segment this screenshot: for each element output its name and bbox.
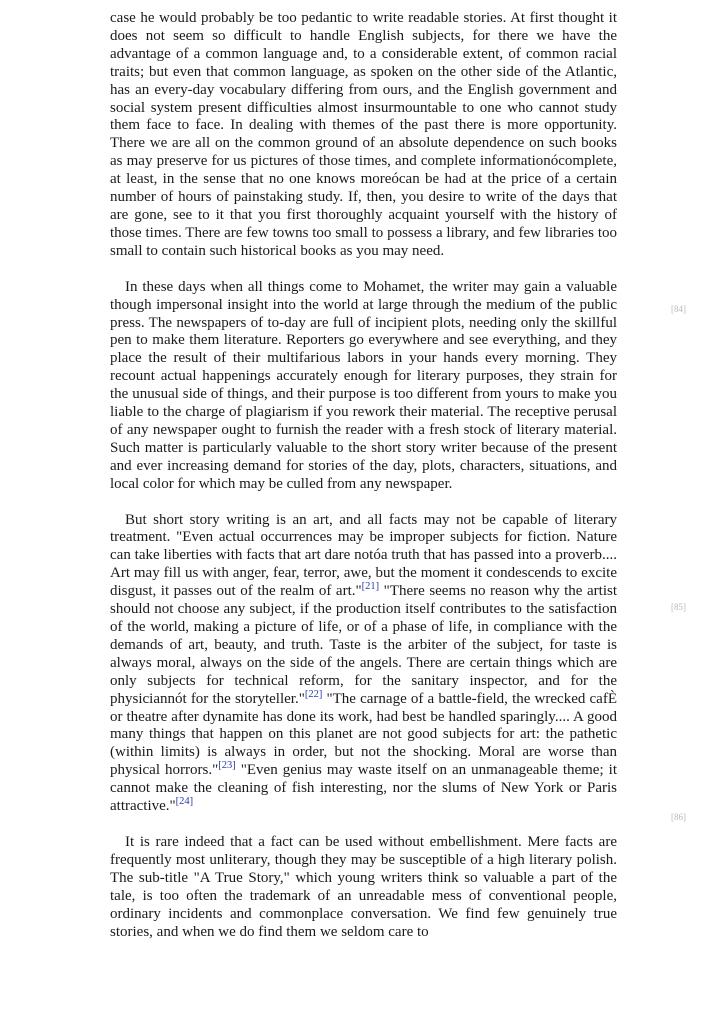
paragraph-1 (110, 10, 617, 261)
paragraph-text: In these days when all things come to Mohamet, the writer may gain a valuable though impersonal insight into the world at large through the medium of the public press. The newspapers of to-day are full of incipient plots, needing only the skillful pen to make them literature. Reporters go everywhere and see everything, and they place the result of their multifarious labors in your hands every morning. They recount actual happenings accurately enough for literary purposes, they strain for the unusual side of things, and their purpose is too different from yours to make you liable to the charge of plagiarism if you rework their material. The receptive perusal of any newspaper ought to furnish the reader with a fresh stock of literary material. Such matter is particularly valuable to the short story writer because of the present and ever increasing demand for stories of the day, plots, characters, situations, and local color for which may be culled from any newspaper. (110, 278, 617, 492)
footnote-link-23[interactable]: [23] (218, 760, 236, 772)
paragraph-text: But short story writing is an art, and all facts may not be capable of literary treatment. "Even actual occurrences may be improper subjects for fiction. Nature can take liberties with facts that art dare notóa truth that has passed into a proverb.... Art may fill us with anger, fear, terror, awe, but the moment it condescends to excite disgust, it passes out of the realm of art." (110, 511, 617, 600)
paragraph-text: It is rare indeed that a fact can be used without embellishment. Mere facts are frequently most unliterary, though they may be susceptible of a high literary polish. The sub-title "A True Story," which young writers think so valuable a part of the tale, is too often the trademark of an unreadable mess of conventional people, ordinary incidents and commonplace conversation. We find few genuinely true stories, and when we do find them we seldom care to (110, 833, 617, 940)
page-number-84: [84] (671, 304, 686, 314)
document-page (110, 10, 617, 959)
paragraph-text: "There seems no reason why the artist should not choose any subject, if the production itself contributes to the satisfaction of the world, making a picture of life, or of a phase of life, in compliance with the demands of art, beauty, and truth. Taste is the arbiter of the subject, for taste is always moral, always on the side of the angels. There are certain things which are only subjects for technical reform, for the sanitary inspector, and for the physiciannót for the storyteller." (110, 583, 617, 707)
paragraph-text: case he would probably be too pedantic to write readable stories. At first thought it does not seem so difficult to handle English subjects, for there we have the advantage of a common language and, to a considerable extent, of common racial traits; but even that common language, as spoken on the other side of the Atlantic, has an every-day vocabulary differing from ours, and the English government and social system present difficulties almost insurmountable to one who cannot study them face to face. In dealing with themes of the past there is more opportunity. There we are all on the common ground of an absolute dependence on such books as may preserve for us pictures of those times, and complete informationócomplete, at least, in the sense that no one knows moreócan be had at the price of a certain number of hours of painstaking study. If, then, you desire to write of the days that are gone, see to it that you first thoroughly acquaint yourself with the history of those times. There are few towns too small to possess a library, and few libraries too small to contain such historical books as you may need. (110, 10, 617, 259)
footnote-link-22[interactable]: [22] (304, 688, 323, 700)
paragraph-2 (110, 279, 617, 494)
paragraph-text: "Even genius may waste itself on an unmanageable theme; it cannot make the cleaning of fish interesting, nor the slums of New York or Paris attractive." (110, 762, 617, 815)
paragraph-4 (110, 834, 617, 941)
footnote-link-24[interactable]: [24] (175, 796, 194, 808)
paragraph-3 (110, 512, 617, 816)
footnote-link-21[interactable]: [21] (361, 581, 380, 593)
page-number-85: [85] (671, 602, 686, 612)
page-number-86: [86] (671, 812, 686, 822)
paragraph-text: "The carnage of a battle-field, the wrecked cafÈ or theatre after dynamite has done its work, had best be handled sparingly.... A good many things that happen on this planet are not good subjects for art: the pathetic (within limits) is always in order, but not the shocking. Moral are worse than physical horrors." (110, 690, 617, 779)
